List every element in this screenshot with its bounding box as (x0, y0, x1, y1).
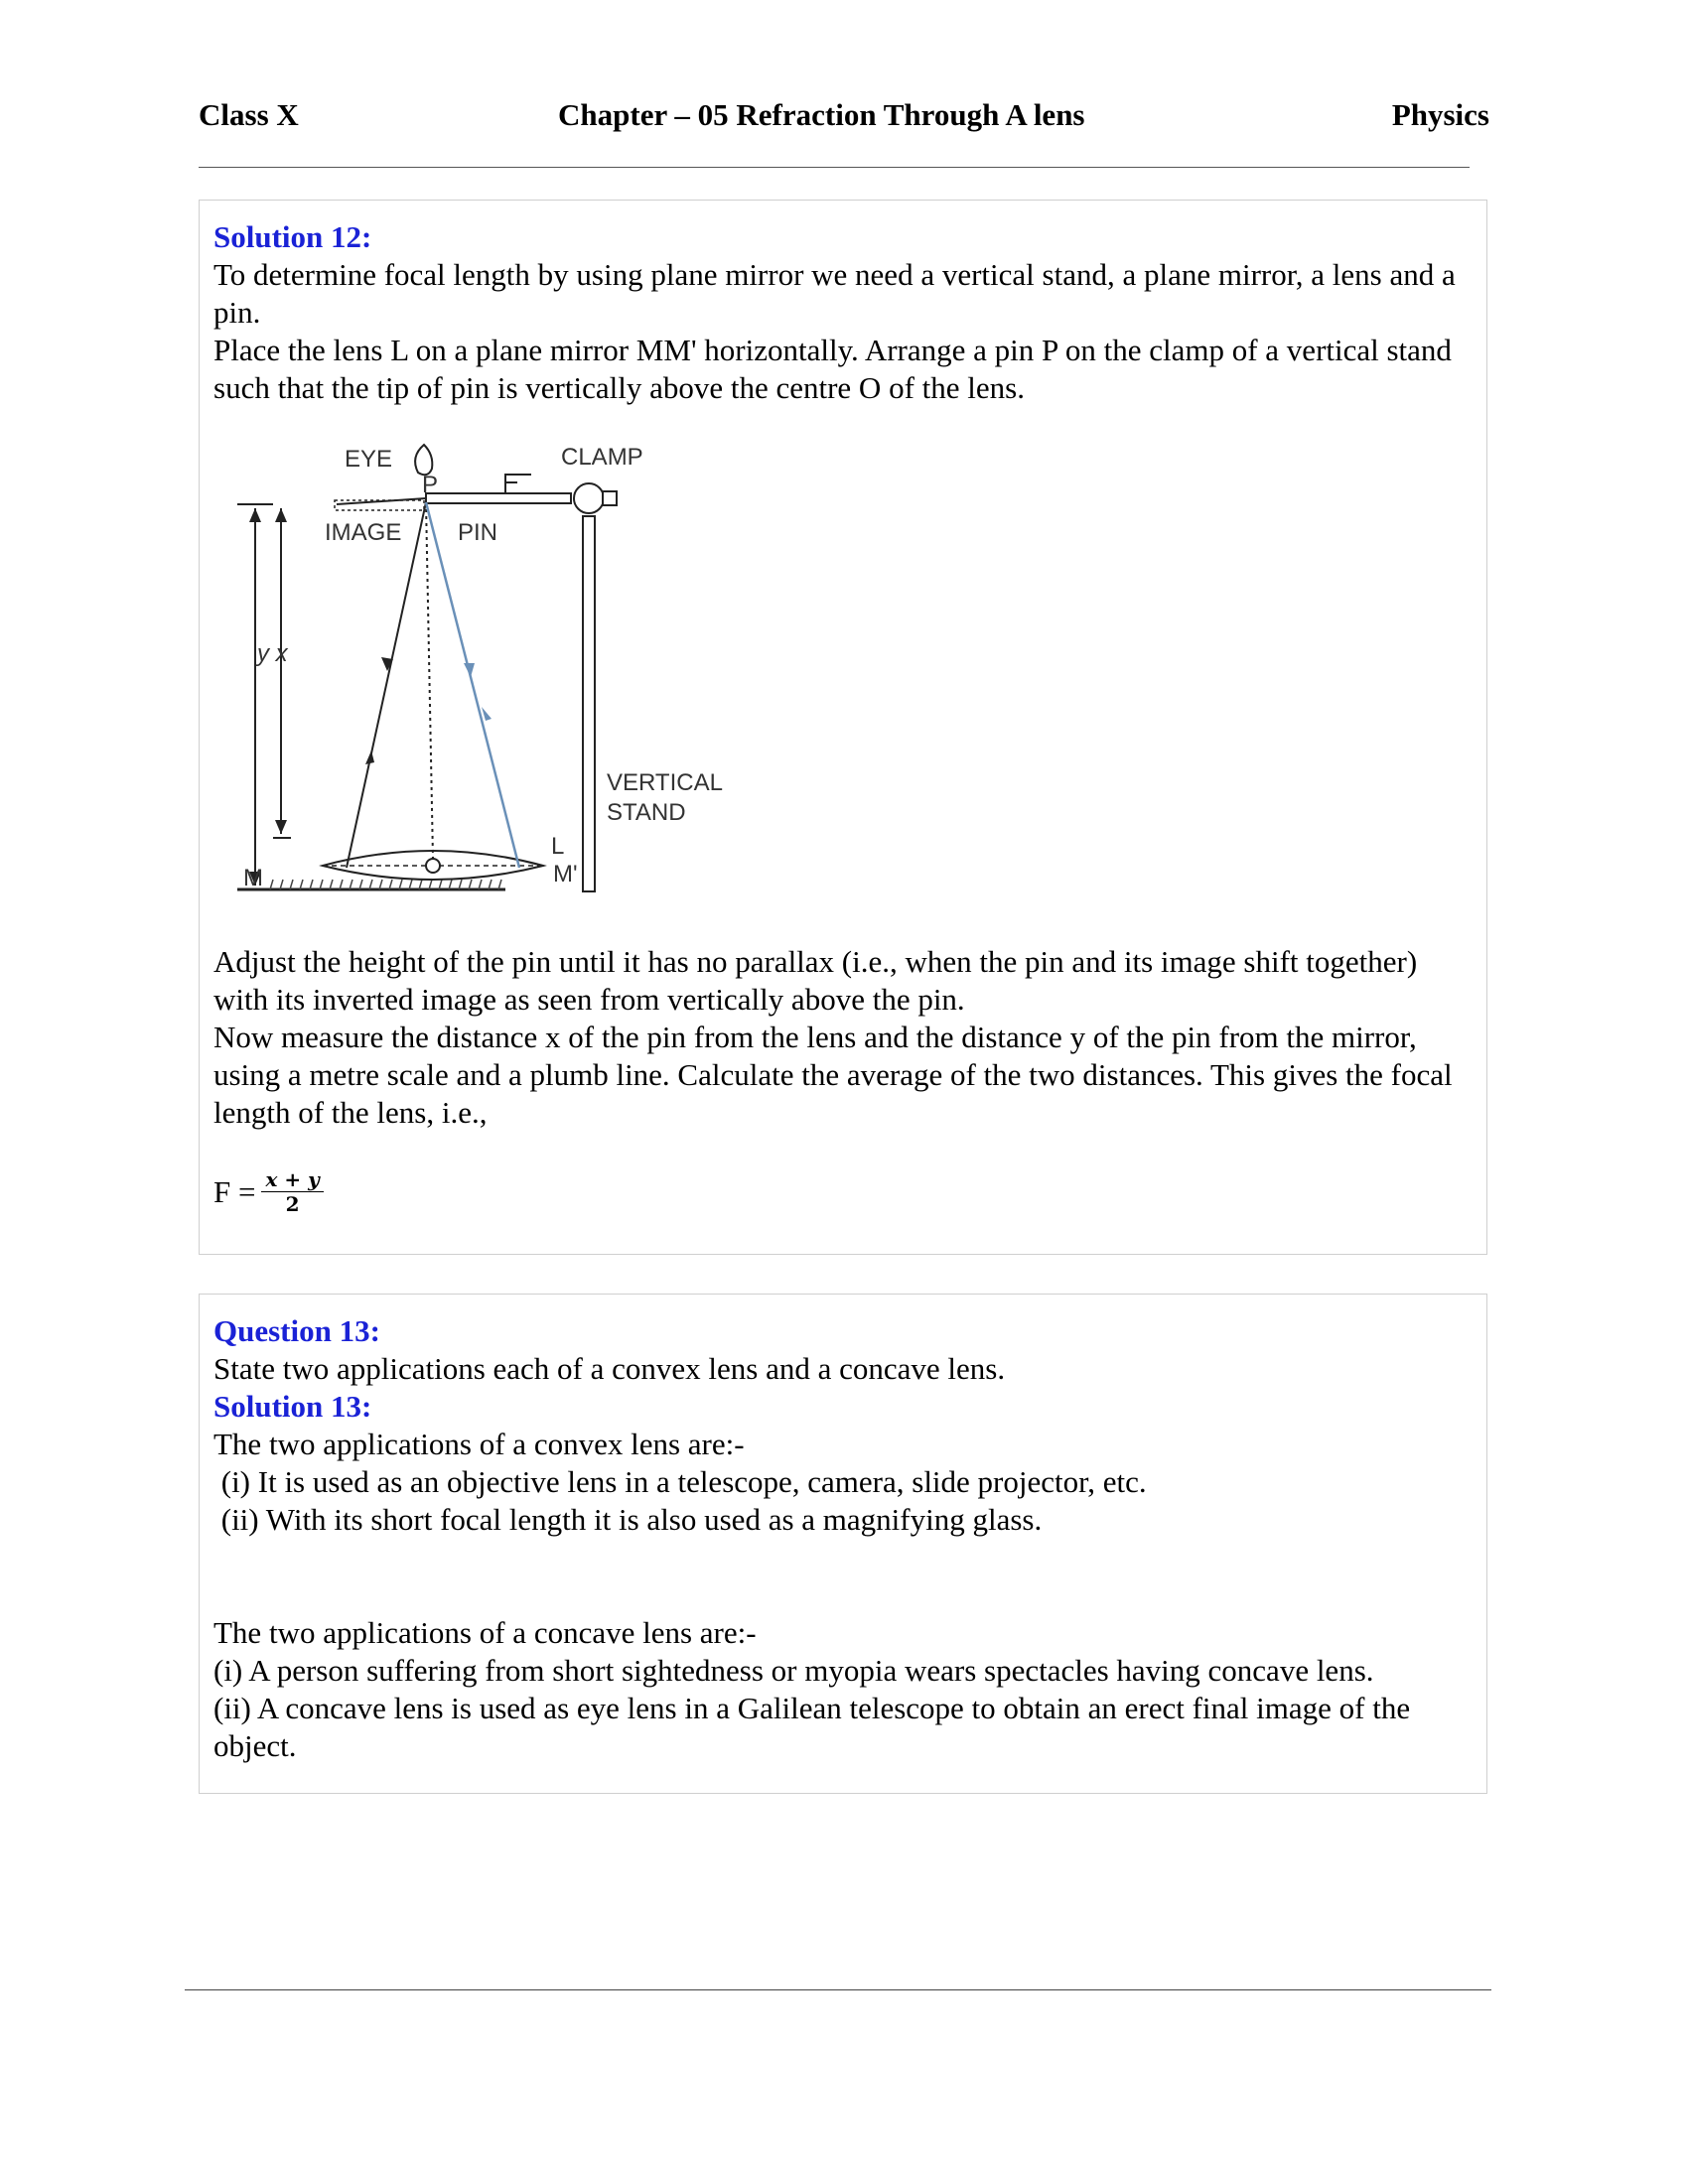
eye-icon (415, 445, 432, 475)
label-pin: PIN (458, 519, 498, 546)
solution-12-para-4: Now measure the distance x of the pin from the lens and the distance y of the pin from the mirror, using a metre scale and a plumb line. Calculate the average of the two distances. This gives the focal length of the lens, i.e., (213, 1020, 1453, 1130)
dim-x-arrow-top (275, 508, 287, 522)
question-13-box (199, 1294, 1487, 1794)
ray-left (347, 502, 426, 868)
header-chapter-title: Chapter – 05 Refraction Through A lens (558, 97, 1085, 132)
concave-application-1: (i) A person suffering from short sightedness or myopia wears spectacles having concave lens. (213, 1653, 1374, 1688)
ray-right (426, 502, 519, 868)
convex-application-1: (i) It is used as an objective lens in a telescope, camera, slide projector, etc. (213, 1464, 1147, 1499)
formula-fraction (261, 1167, 323, 1216)
label-vertical: VERTICAL (607, 769, 723, 796)
question-13-heading: Question 13: (213, 1313, 380, 1348)
label-m-prime: M' (553, 861, 578, 887)
spacer (213, 1539, 1473, 1614)
formula-denominator: 2 (285, 1192, 300, 1216)
solution-12-para-1: To determine focal length by using plane mirror we need a vertical stand, a plane mirror, a lens and a pin. (213, 257, 1456, 330)
label-image: IMAGE (325, 519, 402, 546)
solution-12-para-2: Place the lens L on a plane mirror MM' horizontally. Arrange a pin P on the clamp of a vertical stand such that the tip of pin is vertically above the centre O of the lens. (213, 333, 1452, 405)
solution-12-heading: Solution 12: (213, 219, 372, 254)
diagram-svg (237, 437, 774, 913)
header-divider (199, 167, 1470, 168)
ray-right-arrow-2 (482, 707, 492, 721)
label-l: L (551, 833, 565, 860)
convex-application-2: (ii) With its short focal length it is also used as a magnifying glass. (213, 1502, 1043, 1537)
footer-divider (185, 1989, 1491, 1990)
header-class: Class X (199, 97, 299, 132)
dim-x-arrow-bottom (275, 820, 287, 834)
header-subject: Physics (1391, 97, 1489, 132)
formula-lhs: F = (213, 1173, 256, 1209)
clamp-knob (574, 483, 604, 513)
clamp-handle (505, 475, 531, 493)
label-eye: EYE (345, 446, 393, 473)
label-yx: y x (257, 640, 288, 667)
principal-dotted-line (426, 502, 433, 859)
clamp-screw (603, 491, 617, 505)
dim-y-arrow-top (249, 508, 261, 522)
lens-centre-o (426, 859, 440, 873)
solution-12-box (199, 200, 1487, 1255)
label-p: P (422, 472, 439, 498)
clamp-rod (426, 493, 571, 503)
label-m: M (243, 865, 263, 891)
ray-left-arrow-2 (365, 751, 374, 764)
concave-application-2: (ii) A concave lens is used as eye lens in a Galilean telescope to obtain an erect final image of the object. (213, 1691, 1411, 1763)
question-13-text: State two applications each of a convex lens and a concave lens. (213, 1351, 1006, 1386)
focal-length-formula (213, 1167, 1473, 1216)
pin (337, 498, 426, 504)
label-stand: STAND (607, 799, 686, 826)
solution-12-para-3: Adjust the height of the pin until it has no parallax (i.e., when the pin and its image shift together) with its inverted image as seen from vertically above the pin. (213, 944, 1418, 1017)
concave-intro: The two applications of a concave lens are:- (213, 1615, 757, 1650)
vertical-stand (583, 516, 595, 891)
formula-numerator: x + y (261, 1167, 323, 1192)
solution-13-heading: Solution 13: (213, 1389, 372, 1424)
convex-intro: The two applications of a convex lens are:- (213, 1427, 745, 1461)
label-clamp: CLAMP (561, 444, 643, 471)
focal-length-diagram (237, 437, 774, 913)
